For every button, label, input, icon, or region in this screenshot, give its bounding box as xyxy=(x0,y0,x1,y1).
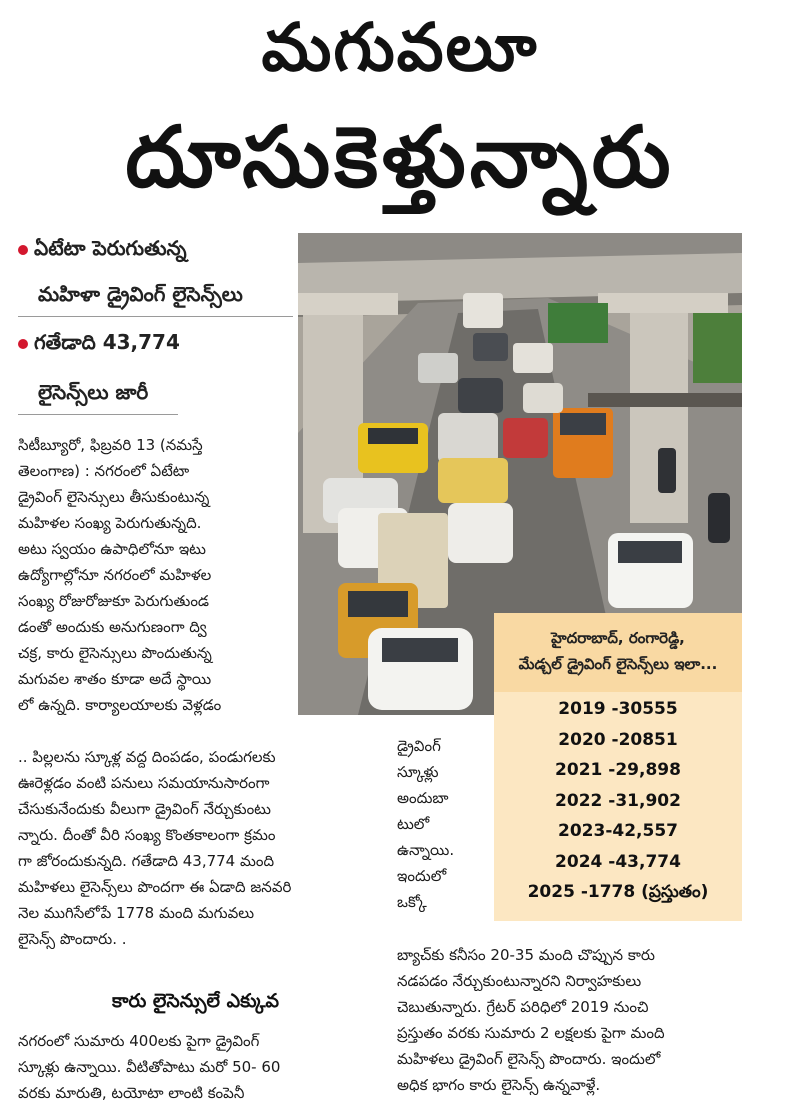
stats-row: 2025 -1778 (ప్రస్తుతం) xyxy=(527,882,709,902)
stats-row: 2020 -20851 xyxy=(558,729,678,750)
article-line: మహిళల సంఖ్య పెరుగుతున్నది. xyxy=(18,514,202,532)
article-line: ఉద్యోగాల్లోనూ నగరంలో మహిళల xyxy=(18,566,212,584)
bullet-icon xyxy=(18,339,28,349)
article-line: గా జోరందుకున్నది. గతేడాది 43,774 మంది xyxy=(18,852,275,870)
article-line: తెలంగాణ) : నగరంలో ఏటేటా xyxy=(18,462,190,480)
article-line: చెబుతున్నారు. గ్రేటర్ పరిధిలో 2019 నుంచి xyxy=(397,998,649,1016)
stats-row: 2022 -31,902 xyxy=(555,790,681,811)
bullet-icon xyxy=(18,245,28,255)
article-line: అందుబా xyxy=(397,789,449,807)
article-line: ఊరెళ్లడం వంటి పనులు సమయానుసారంగా xyxy=(18,774,270,792)
article-line: ఉన్నాయి. xyxy=(397,841,455,859)
article-line: డ్రైవింగ్ xyxy=(397,737,441,755)
article-line: నడపడం నేర్చుకుంటున్నారని నిర్వాహకులు xyxy=(397,972,642,990)
article-line: లో ఉన్నది. కార్యాలయాలకు వెళ్లడం xyxy=(18,696,222,714)
article-line: డ్రైవింగ్ లైసెన్సులు తీసుకుంటున్న xyxy=(18,488,210,506)
article-line: ప్రస్తుతం వరకు సుమారు 2 లక్షలకు పైగా మంది xyxy=(397,1024,665,1042)
article-line: లైసెన్స్ పొందారు. . xyxy=(18,930,127,948)
article-line: నెల ముగిసేలోపే 1778 మంది మగువలు xyxy=(18,904,255,922)
article-line: స్కూళ్లు xyxy=(397,763,439,781)
article-line: బ్యాచ్‌కు కనీసం 20-35 మంది చొప్పున కారు xyxy=(397,946,655,964)
subheading: కారు లైసెన్సులే ఎక్కువ xyxy=(111,990,280,1012)
article-line: మగువల శాతం కూడా అదే స్థాయి xyxy=(18,670,212,688)
article-line: అధిక భాగం కారు లైసెన్స్ ఉన్నవాళ్లే. xyxy=(397,1076,601,1094)
article-line: చేసుకునేందుకు వీలుగా డ్రైవింగ్ నేర్చుకుంటు xyxy=(18,800,271,818)
article-line: వరకు మారుతి, టయోటా లాంటి కంపెనీ xyxy=(18,1084,245,1102)
stats-box-title: హైదరాబాద్, రంగారెడ్డి, మేడ్చల్ డ్రైవింగ్ లైసెన్స్‌లు ఇలా... xyxy=(494,613,742,692)
kicker-4: లైసెన్స్‌లు జారీ xyxy=(38,380,149,404)
article-line: న్నారు. దీంతో వీరి సంఖ్య కొంతకాలంగా క్రమం xyxy=(18,826,276,844)
stats-row: 2024 -43,774 xyxy=(555,851,681,872)
article-line: నగరంలో సుమారు 400లకు పైగా డ్రైవింగ్ xyxy=(18,1032,260,1050)
kicker-2: మహిళా డ్రైవింగ్ లైసెన్స్‌లు xyxy=(38,282,243,306)
kicker-divider xyxy=(18,414,178,415)
article-line: డంతో అందుకు అనుగుణంగా ద్వి xyxy=(18,618,207,636)
article-line: మహిళలు లైసెన్స్‌లు పొందగా ఈ ఏడాది జనవరి xyxy=(18,878,292,896)
article-line: ఒక్కో xyxy=(397,893,427,911)
kicker-1: ఏటేటా పెరుగుతున్న xyxy=(18,236,293,265)
stats-rows xyxy=(494,692,742,908)
stats-row: 2023-42,557 xyxy=(558,821,678,841)
article-line: మహిళలు డ్రైవింగ్ లైసెన్స్ పొందారు. ఇందులో xyxy=(397,1050,661,1068)
article-line: అటు స్వయం ఉపాధిలోనూ ఇటు xyxy=(18,540,206,558)
headline-line-2: దూసుకెళ్తున్నారు xyxy=(125,108,675,206)
license-stats-box xyxy=(494,613,742,921)
article-line: సిటీబ్యూరో, ఫిబ్రవరి 13 (నమస్తే xyxy=(18,436,203,454)
stats-row: 2019 -30555 xyxy=(558,699,678,719)
article-line: సంఖ్య రోజురోజుకూ పెరుగుతుండ xyxy=(18,592,210,610)
article-line: చక్ర, కారు లైసెన్సులు పొందుతున్న xyxy=(18,644,212,662)
article-line: ఇందులో xyxy=(397,867,447,885)
article-line: .. పిల్లలను స్కూళ్ల వద్ద దింపడం, పండుగలకు xyxy=(18,748,276,766)
article-line: టులో xyxy=(397,815,430,833)
headline-line-1: మగువలూ xyxy=(261,9,539,86)
stats-row: 2021 -29,898 xyxy=(555,760,681,780)
kicker-3: గతేడాది 43,774 xyxy=(18,330,293,359)
kicker-divider xyxy=(18,316,293,317)
article-line: స్కూళ్లు ఉన్నాయి. వీటితోపాటు మరో 50- 60 xyxy=(18,1058,281,1076)
